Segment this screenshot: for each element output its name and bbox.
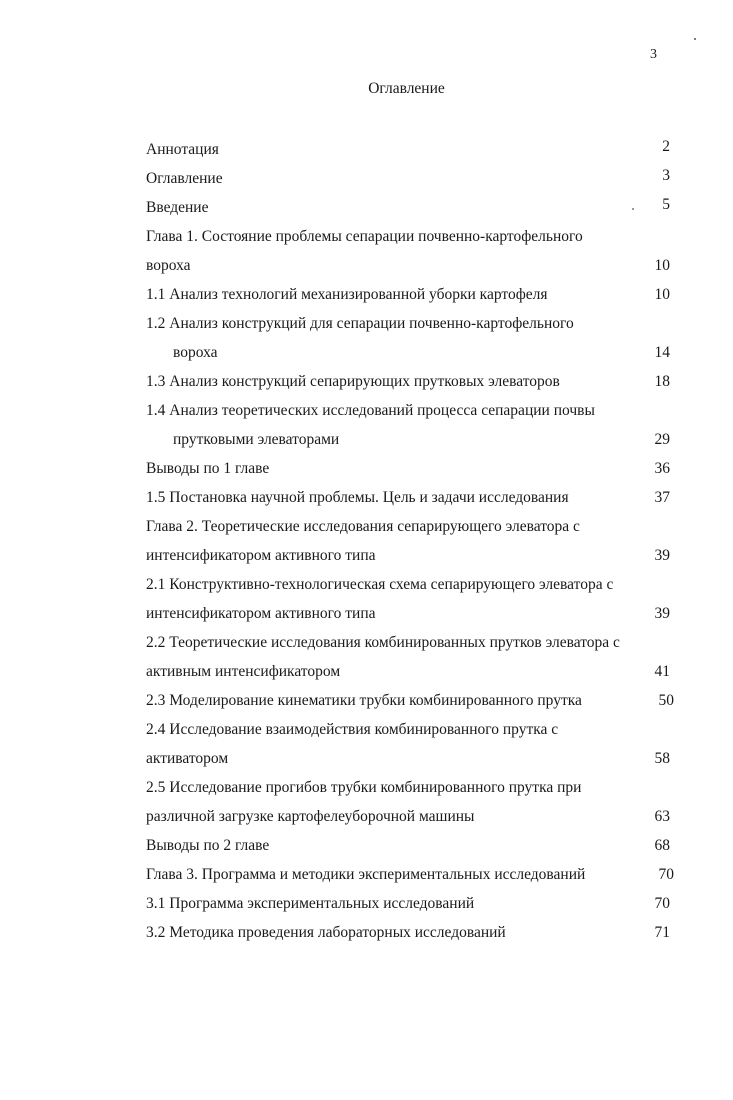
toc-entry-text: 1.4 Анализ теоретических исследований процесса сепарации почвы [146, 402, 595, 419]
toc-entry-text: 2.1 Конструктивно-технологическая схема сепарирующего элеватора с [146, 576, 614, 593]
toc-line [146, 691, 674, 720]
toc-line [146, 662, 674, 691]
scan-speck [694, 38, 696, 40]
toc-line [146, 836, 674, 865]
table-of-contents [146, 140, 674, 952]
toc-line [146, 488, 674, 517]
toc-line [146, 459, 674, 488]
toc-entry-text: Аннотация [146, 141, 219, 158]
toc-entry-page: 50 [658, 692, 674, 709]
toc-entry-text: 1.1 Анализ технологий механизированной уборки картофеля [146, 286, 548, 303]
toc-entry-page: 29 [654, 431, 670, 448]
toc-line [146, 256, 674, 285]
toc-entry-text: 1.3 Анализ конструкций сепарирующих прутковых элеваторов [146, 373, 560, 390]
toc-entry-text: 1.5 Постановка научной проблемы. Цель и задачи исследования [146, 489, 569, 506]
toc-entry-text: различной загрузке картофелеуборочной машины [146, 808, 475, 825]
toc-line [146, 314, 674, 343]
toc-entry-text: прутковыми элеваторами [173, 431, 340, 448]
toc-entry-text: интенсификатором активного типа [146, 605, 376, 622]
toc-entry-text: Оглавление [146, 170, 223, 187]
toc-line [146, 720, 674, 749]
toc-entry-page: 68 [654, 837, 670, 854]
toc-entry-text: 2.2 Теоретические исследования комбинированных прутков элеватора с [146, 634, 620, 651]
toc-line [146, 923, 674, 952]
toc-entry-text: 2.5 Исследование прогибов трубки комбинированного прутка при [146, 779, 582, 796]
toc-entry-text: интенсификатором активного типа [146, 547, 376, 564]
toc-entry-page: 37 [654, 489, 670, 506]
toc-line [146, 430, 674, 459]
toc-entry-text: вороха [146, 257, 191, 274]
toc-entry-page: 70 [658, 866, 674, 883]
toc-line [146, 633, 674, 662]
page-number: 3 [650, 47, 657, 62]
toc-entry-page: 39 [654, 605, 670, 622]
toc-entry-page: 41 [654, 663, 670, 680]
toc-line [146, 807, 674, 836]
page-title: Оглавление [368, 80, 445, 97]
toc-entry-page: 70 [654, 895, 670, 912]
toc-line [146, 227, 674, 256]
toc-entry-text: 3.2 Методика проведения лабораторных исследований [146, 924, 506, 941]
toc-entry-page: 36 [654, 460, 670, 477]
toc-line [146, 604, 674, 633]
toc-entry-page: 2 [662, 138, 670, 155]
toc-line [146, 546, 674, 575]
toc-entry-page: 63 [654, 808, 670, 825]
toc-line [146, 198, 674, 227]
toc-entry-page: 14 [654, 344, 670, 361]
toc-entry-text: 2.4 Исследование взаимодействия комбинированного прутка с [146, 721, 559, 738]
toc-line [146, 517, 674, 546]
toc-entry-text: активным интенсификатором [146, 663, 341, 680]
toc-entry-page: 3 [662, 167, 670, 184]
toc-entry-page: 39 [654, 547, 670, 564]
toc-entry-text: активатором [146, 750, 229, 767]
toc-entry-text: Выводы по 1 главе [146, 460, 270, 477]
toc-entry-text: Выводы по 2 главе [146, 837, 270, 854]
toc-entry-text: Глава 3. Программа и методики экспериментальных исследований [146, 866, 586, 883]
toc-entry-text: вороха [173, 344, 218, 361]
toc-line [146, 401, 674, 430]
toc-entry-text: 3.1 Программа экспериментальных исследований [146, 895, 475, 912]
toc-line [146, 343, 674, 372]
toc-entry-page: 18 [654, 373, 670, 390]
toc-entry-text: Введение [146, 199, 209, 216]
toc-entry-page: 10 [654, 257, 670, 274]
toc-line [146, 778, 674, 807]
toc-line [146, 169, 674, 198]
toc-line [146, 372, 674, 401]
toc-entry-page: 10 [654, 286, 670, 303]
toc-entry-page: 71 [654, 924, 670, 941]
toc-line [146, 749, 674, 778]
toc-line [146, 285, 674, 314]
toc-entry-page: 58 [654, 750, 670, 767]
toc-line [146, 865, 674, 894]
toc-entry-text: 1.2 Анализ конструкций для сепарации почвенно-картофельного [146, 315, 574, 332]
toc-entry-text: 2.3 Моделирование кинематики трубки комбинированного прутка [146, 692, 582, 709]
toc-entry-text: Глава 1. Состояние проблемы сепарации почвенно-картофельного [146, 228, 583, 245]
toc-line [146, 140, 674, 169]
toc-entry-page: 5 [662, 196, 670, 213]
toc-line [146, 894, 674, 923]
toc-entry-text: Глава 2. Теоретические исследования сепарирующего элеватора с [146, 518, 580, 535]
toc-line [146, 575, 674, 604]
